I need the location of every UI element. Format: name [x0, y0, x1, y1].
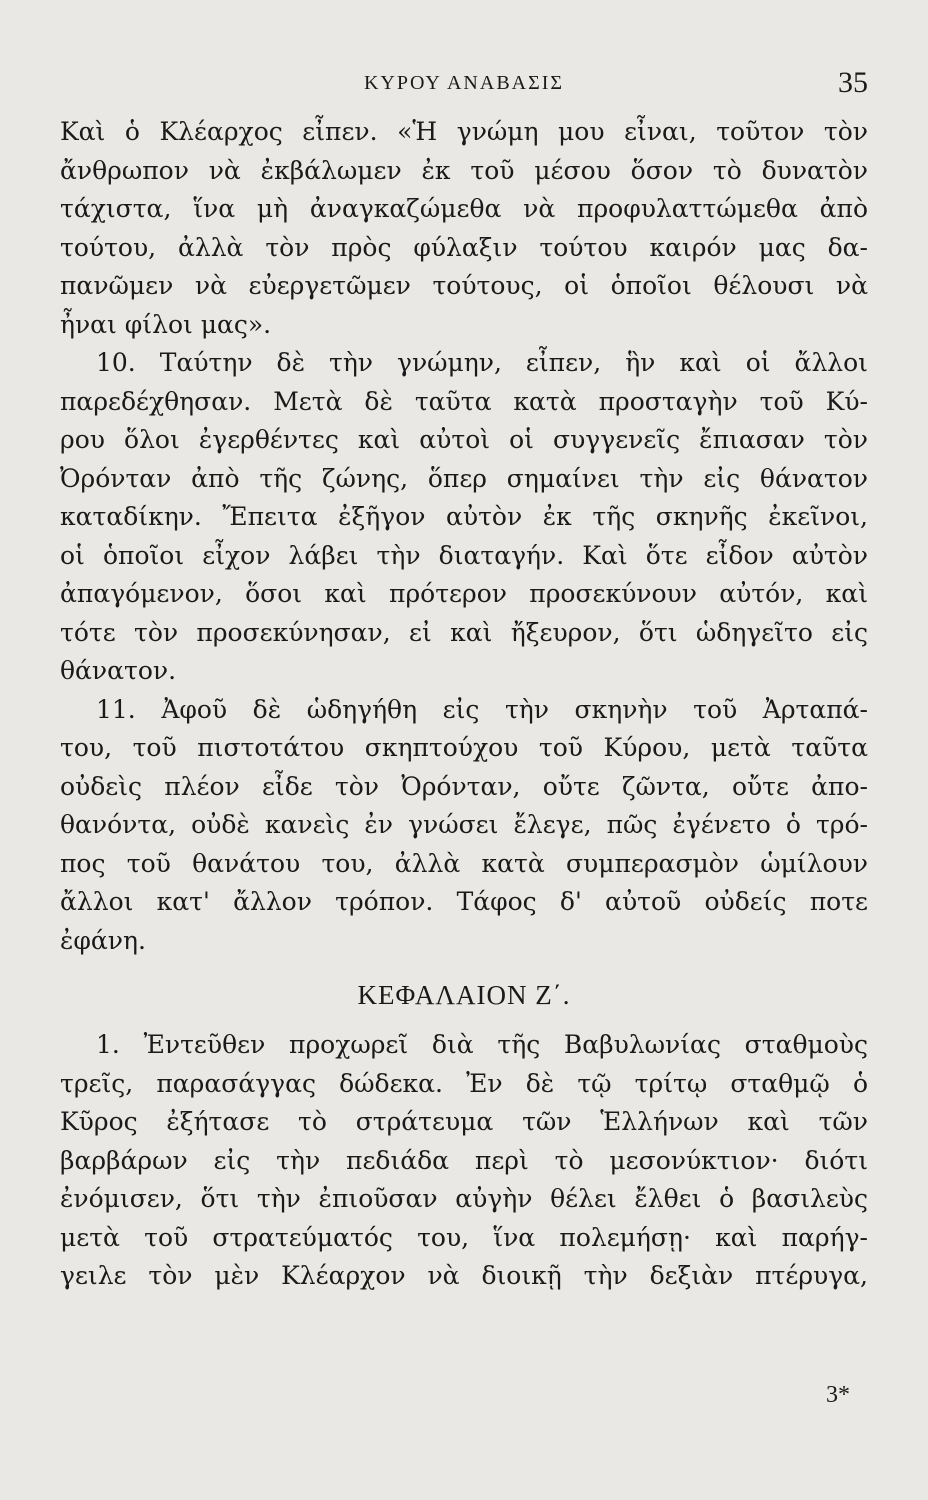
body-text [60, 113, 868, 1296]
text-line: τότε τὸν προσεκύνησαν, εἰ καὶ ἤξευρον, ὅτι ὡδηγεῖτο εἰς [60, 617, 868, 647]
text-line: πος τοῦ θανάτου του, ἀλλὰ κατὰ συμπερασμὸν ὡμίλουν [60, 848, 868, 878]
text-line: Καὶ ὁ Κλέαρχος εἶπεν. «Ἡ γνώμη μου εἶναι, τοῦτον τὸν [60, 117, 868, 146]
text-line: Ὀρόνταν ἀπὸ τῆς ζώνης, ὅπερ σημαίνει τὴν εἰς θάνατον [60, 463, 868, 493]
signature-mark: 3* [826, 1382, 850, 1408]
page-header [60, 66, 868, 106]
text-line: οἱ ὁποῖοι εἶχον λάβει τὴν διαταγήν. Καὶ ὅτε εἶδον αὐτὸν [60, 540, 868, 570]
text-line: ἄνθρωπον νὰ ἐκβάλωμεν ἐκ τοῦ μέσου ὅσον τὸ δυνατὸν [60, 155, 868, 185]
text-line: οὐδεὶς πλέον εἶδε τὸν Ὀρόνταν, οὔτε ζῶντα, οὔτε ἀπο- [60, 771, 868, 801]
text-line: παρεδέχθησαν. Μετὰ δὲ ταῦτα κατὰ προσταγὴν τοῦ Κύ- [60, 386, 868, 416]
text-line: μετὰ τοῦ στρατεύματός του, ἵνα πολεμήσῃ· καὶ παρήγ- [60, 1222, 868, 1252]
chapter-heading: ΚΕΦΑΛΑΙΟΝ Ζ΄. [357, 980, 571, 1010]
text-line: ἐνόμισεν, ὅτι τὴν ἐπιοῦσαν αὐγὴν θέλει ἔλθει ὁ βασιλεὺς [60, 1184, 868, 1213]
text-line: γειλε τὸν μὲν Κλέαρχον νὰ διοικῇ τὴν δεξιὰν πτέρυγα, [60, 1261, 868, 1290]
text-line: πανῶμεν νὰ εὐεργετῶμεν τούτους, οἱ ὁποῖοι θέλουσι νὰ [60, 271, 868, 300]
text-line: ἐφάνη. [60, 925, 146, 955]
text-line: του, τοῦ πιστοτάτου σκηπτούχου τοῦ Κύρου, μετὰ ταῦτα [60, 733, 868, 762]
text-line: 11. Ἀφοῦ δὲ ὡδηγήθη εἰς τὴν σκηνὴν τοῦ Ἀρταπά- [96, 694, 868, 724]
text-line: ρου ὅλοι ἐγερθέντες καὶ αὐτοὶ οἱ συγγενεῖς ἔπιασαν τὸν [60, 425, 868, 454]
text-line: τρεῖς, παρασάγγας δώδεκα. Ἐν δὲ τῷ τρίτῳ σταθμῷ ὁ [60, 1068, 868, 1098]
text-line: καταδίκην. Ἔπειτα ἐξῆγον αὐτὸν ἐκ τῆς σκηνῆς ἐκεῖνοι, [60, 502, 868, 531]
text-line: τάχιστα, ἵνα μὴ ἀναγκαζώμεθα νὰ προφυλαττώμεθα ἀπὸ [60, 194, 868, 223]
text-line: θάνατον. [60, 656, 177, 685]
text-line: ἦναι φίλοι μας». [60, 309, 272, 339]
text-line: Κῦρος ἐξήτασε τὸ στράτευμα τῶν Ἑλλήνων καὶ τῶν [60, 1107, 868, 1136]
page-number: 35 [838, 66, 868, 99]
text-line: τούτου, ἀλλὰ τὸν πρὸς φύλαξιν τούτου καιρόν μας δα- [60, 232, 868, 262]
text-line: ἀπαγόμενον, ὅσοι καὶ πρότερον προσεκύνουν αὐτόν, καὶ [60, 579, 868, 608]
text-line: 1. Ἐντεῦθεν προχωρεῖ διὰ τῆς Βαβυλωνίας σταθμοὺς [96, 1030, 868, 1059]
text-line: θανόντα, οὐδὲ κανεὶς ἐν γνώσει ἔλεγε, πῶς ἐγένετο ὁ τρό- [60, 810, 868, 839]
text-line: 10. Ταύτην δὲ τὴν γνώμην, εἶπεν, ἣν καὶ οἱ ἄλλοι [96, 348, 868, 377]
text-line: ἄλλοι κατ' ἄλλον τρόπον. Τάφος δ' αὐτοῦ οὐδείς ποτε [60, 887, 868, 916]
text-line: βαρβάρων εἰς τὴν πεδιάδα περὶ τὸ μεσονύκτιον· διότι [60, 1145, 868, 1175]
running-head: ΚΥΡΟΥ ΑΝΑΒΑΣΙΣ [363, 72, 565, 94]
